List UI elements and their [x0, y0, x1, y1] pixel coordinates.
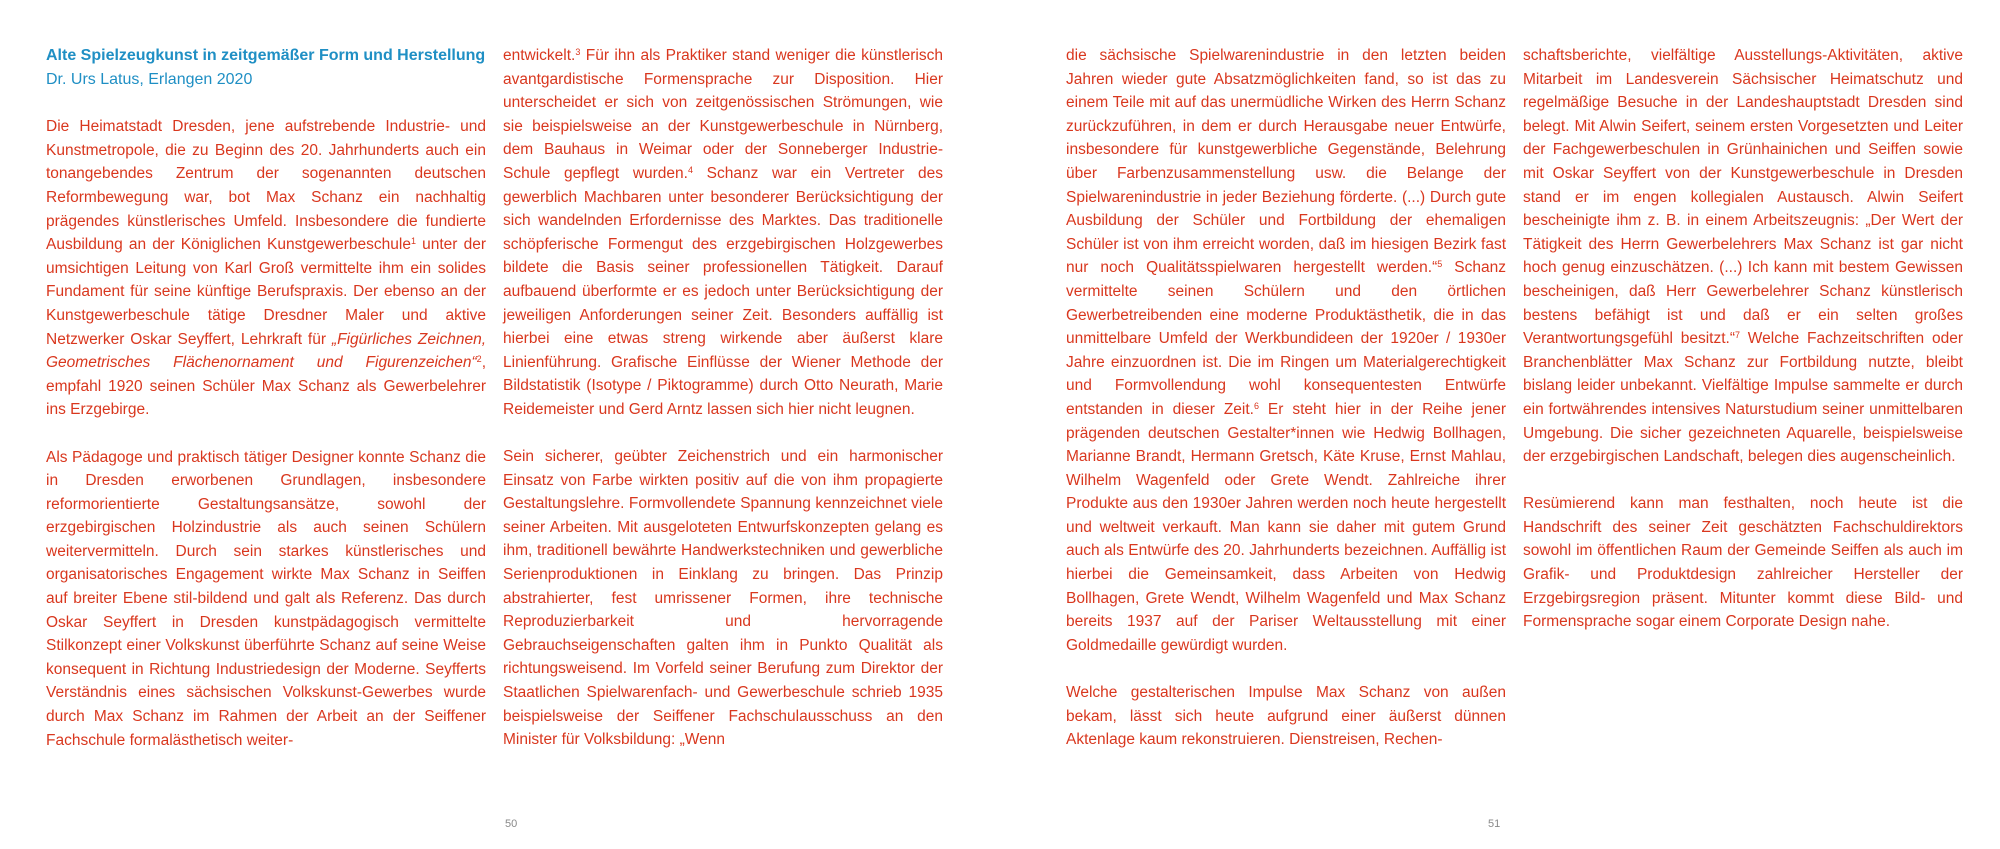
text-column-3: [1066, 44, 1506, 752]
page-number-left: 50: [505, 818, 518, 830]
article-author: Dr. Urs Latus, Erlangen 2020: [46, 70, 253, 88]
paragraph: Als Pädagoge und praktisch tätiger Designer konnte Schanz die in Dresden erworbenen Grundlagen, insbesondere reformorientierte Gestaltungsansätze, sowohl der erzgebirgischen Holzindustrie als auch seinen Schülern weitervermitteln. Durch sein starkes künstlerisches und organisatorisches Engagement wirkte Max Schanz in Seiffen auf breiter Ebene stil-bildend und galt als Referenz. Das durch Oskar Seyffert in Dresden kunstpädagogisch vermittelte Stilkonzept einer Volkskunst überführte Schanz auf seine Weise konsequent in Richtung Industriedesign der Moderne. Seyfferts Verständnis eines sächsischen Volkskunst-Gewerbes wurde durch Max Schanz im Rahmen der Arbeit an der Seiffener Fachschule formalästhetisch weiter-: [46, 448, 486, 749]
footnote-marker: 5: [1437, 259, 1443, 270]
paragraph: schaftsberichte, vielfältige Ausstellungs-Aktivitäten, aktive Mitarbeit im Landesverein Sächsischer Heimatschutz und regelmäßige Besuche in der Landeshauptstadt Dresden sind belegt. Mit Alwin Seifert, seinem ersten Vorgesetzten und Leiter der Fachgewerbeschulen in Grünhainichen und Seiffen sowie mit Oskar Seyffert von der Kunstgewerbeschule in Dresden stand er im engen kollegialen Austausch. Alwin Seifert bescheinigte ihm z. B. in einem Arbeitszeugnis: „Der Wert der Tätigkeit des Herrn Gewerbelehrers Max Schanz ist gar nicht hoch genug einzuschätzen. (...) Ich kann mit bestem Gewissen bescheinigen, daß Herr Gewerbelehrer Schanz künstlerisch bestens befähigt ist und daß er ein selten großes Verantwortungsgefühl besitzt.“$^7$ Welche Fachzeitschriften oder Branchenblätter Max Schanz zur Fortbildung nutzte, bleibt bislang leider unbekannt. Vielfältige Impulse sammelte er durch ein fortwährendes intensives Naturstudium seiner unmittelbaren Umgebung. Die sicher gezeichneten Aquarelle, beispielsweise der erzgebirgischen Landschaft, belegen dies augenscheinlich.: [1523, 47, 1963, 466]
paragraph: Resümierend kann man festhalten, noch heute ist die Handschrift des seiner Zeit geschätzten Fachschuldirektors sowohl im öffentlichen Raum der Gemeinde Seiffen als auch im Grafik- und Produktdesign zahlreicher Hersteller der Erzgebirgsregion präsent. Mitunter kommt diese Bild- und Formensprache sogar einem Corporate Design nahe.: [1523, 495, 1963, 631]
page-number-right: 51: [1488, 818, 1501, 830]
footnote-marker: 2: [476, 354, 482, 365]
text-column-1: [46, 44, 486, 752]
text-column-2: [503, 44, 943, 752]
paragraph: die sächsische Spielwarenindustrie in den letzten beiden Jahren wieder gute Absatzmöglichkeiten fand, so ist das zu einem Teile mit auf das unermüdliche Wirken des Herrn Schanz zurückzuführen, in dem er durch Herausgabe neuer Entwürfe, insbesondere für kunstgewerbliche Gegenstände, Belehrung über Farbenzusammenstellung usw. die Belange der Spielwarenindustrie in jeder Beziehung förderte. (...) Durch gute Ausbildung der Schüler und Fortbildung der ehemaligen Schüler ist von ihm erreicht worden, daß im hiesigen Bezirk fast nur noch Qualitätsspielwaren hergestellt werden.“$^5$ Schanz vermittelte seinen Schülern und den örtlichen Gewerbetreibenden eine moderne Produktästhetik, die in das unmittelbare Umfeld der Werkbundideen der 1920er / 1930er Jahre einzuordnen ist. Die im Ringen um Materialgerechtigkeit und Formvollendung wohl konsequentesten Entwürfe entstanden in dieser Zeit.$^6$ Er steht hier in der Reihe jener prägenden deutschen Gestalter*innen wie Hedwig Bollhagen, Marianne Brandt, Hermann Gretsch, Käte Kruse, Ernst Mahlau, Wilhelm Wagenfeld oder Grete Wendt. Zahlreiche ihrer Produkte aus den 1930er Jahren werden noch heute hergestellt und weltweit verkauft. Man kann sie daher mit gutem Grund auch als Entwürfe des 20. Jahrhunderts bezeichnen. Auffällig ist hierbei die Gemeinsamkeit, dass Arbeiten von Hedwig Bollhagen, Grete Wendt, Wilhelm Wagenfeld und Max Schanz bereits 1937 auf der Pariser Weltausstellung mit einer Goldmedaille gewürdigt wurden.: [1066, 47, 1506, 654]
paragraph: Die Heimatstadt Dresden, jene aufstrebende Industrie- und Kunstmetropole, die zu Beginn des 20. Jahrhunderts auch ein tonangebendes Zentrum der sogenannten deutschen Reformbewegung war, bot Max Schanz ein nachhaltig prägendes künstlerisches Umfeld. Insbesondere die fundierte Ausbildung an der Königlichen Kunstgewerbeschule$^1$ unter der umsichtigen Leitung von Karl Groß vermittelte ihm ein solides Fundament für seine künftige Berufspraxis. Der ebenso an der Kunstgewerbeschule tätige Dresdner Maler und aktive Netzwerker Oskar Seyffert, Lehrkraft für „Figürliches Zeichnen, Geometrisches Flächenornament und Figurenzeichen“$^2$, empfahl 1920 seinen Schüler Max Schanz als Gewerbelehrer ins Erzgebirge.: [46, 118, 486, 419]
footnote-marker: 6: [1253, 400, 1259, 411]
article-title: Alte Spielzeugkunst in zeitgemäßer Form und Herstellung: [46, 47, 486, 64]
footnote-marker: 4: [687, 164, 693, 175]
paragraph: Welche gestalterischen Impulse Max Schanz von außen bekam, lässt sich heute aufgrund einer äußerst dünnen Aktenlage kaum rekonstruieren. Dienstreisen, Rechen-: [1066, 684, 1506, 749]
text-column-4: [1523, 44, 1963, 634]
footnote-marker: 7: [1735, 330, 1741, 341]
footnote-marker: 3: [575, 47, 581, 57]
footnote-marker: 1: [410, 236, 416, 247]
paragraph: Sein sicherer, geübter Zeichenstrich und ein harmonischer Einsatz von Farbe wirkten positiv auf die von ihm propagierte Gestaltungslehre. Formvollendete Spannung kennzeichnet viele seiner Arbeiten. Mit ausgeloteten Entwurfskonzepten gelang es ihm, traditionell bewährte Handwerkstechniken und gewerbliche Serienproduktionen in Einklang zu bringen. Das Prinzip abstrahierter, fest umrissener Formen, ihre technische Reproduzierbarkeit und hervorragende Gebrauchseigenschaften galten ihm in Punkto Qualität als richtungsweisend. Im Vorfeld seiner Berufung zum Direktor der Staatlichen Spielwarenfach- und Gewerbeschule schrieb 1935 beispielsweise der Seiffener Fachschulausschuss an den Minister für Volksbildung: „Wenn: [503, 448, 943, 749]
paragraph: entwickelt.$^3$ Für ihn als Praktiker stand weniger die künstlerisch avantgardistische Formensprache zur Disposition. Hier unterscheidet er sich von zeitgenössischen Strömungen, wie sie beispielsweise an der Kunstgewerbeschule in Nürnberg, dem Bauhaus in Weimar oder der Sonneberger Industrie-Schule gepflegt wurden.$^4$ Schanz war ein Vertreter des gewerblich Machbaren unter besonderer Berücksichtigung der sich wandelnden Erfordernisse des Marktes. Das traditionelle schöpferische Formengut des erzgebirgischen Holzgewerbes bildete die Basis seiner professionellen Tätigkeit. Darauf aufbauend überformte er es jedoch unter Berücksichtigung der jeweiligen Anforderungen seiner Zeit. Besonders auffällig ist hierbei eine etwas streng wirkende aber äußerst klare Linienführung. Grafische Einflüsse der Wiener Methode der Bildstatistik (Isotype / Piktogramme) durch Otto Neurath, Marie Reidemeister und Gerd Arntz lassen sich hier nicht leugnen.: [503, 47, 943, 418]
